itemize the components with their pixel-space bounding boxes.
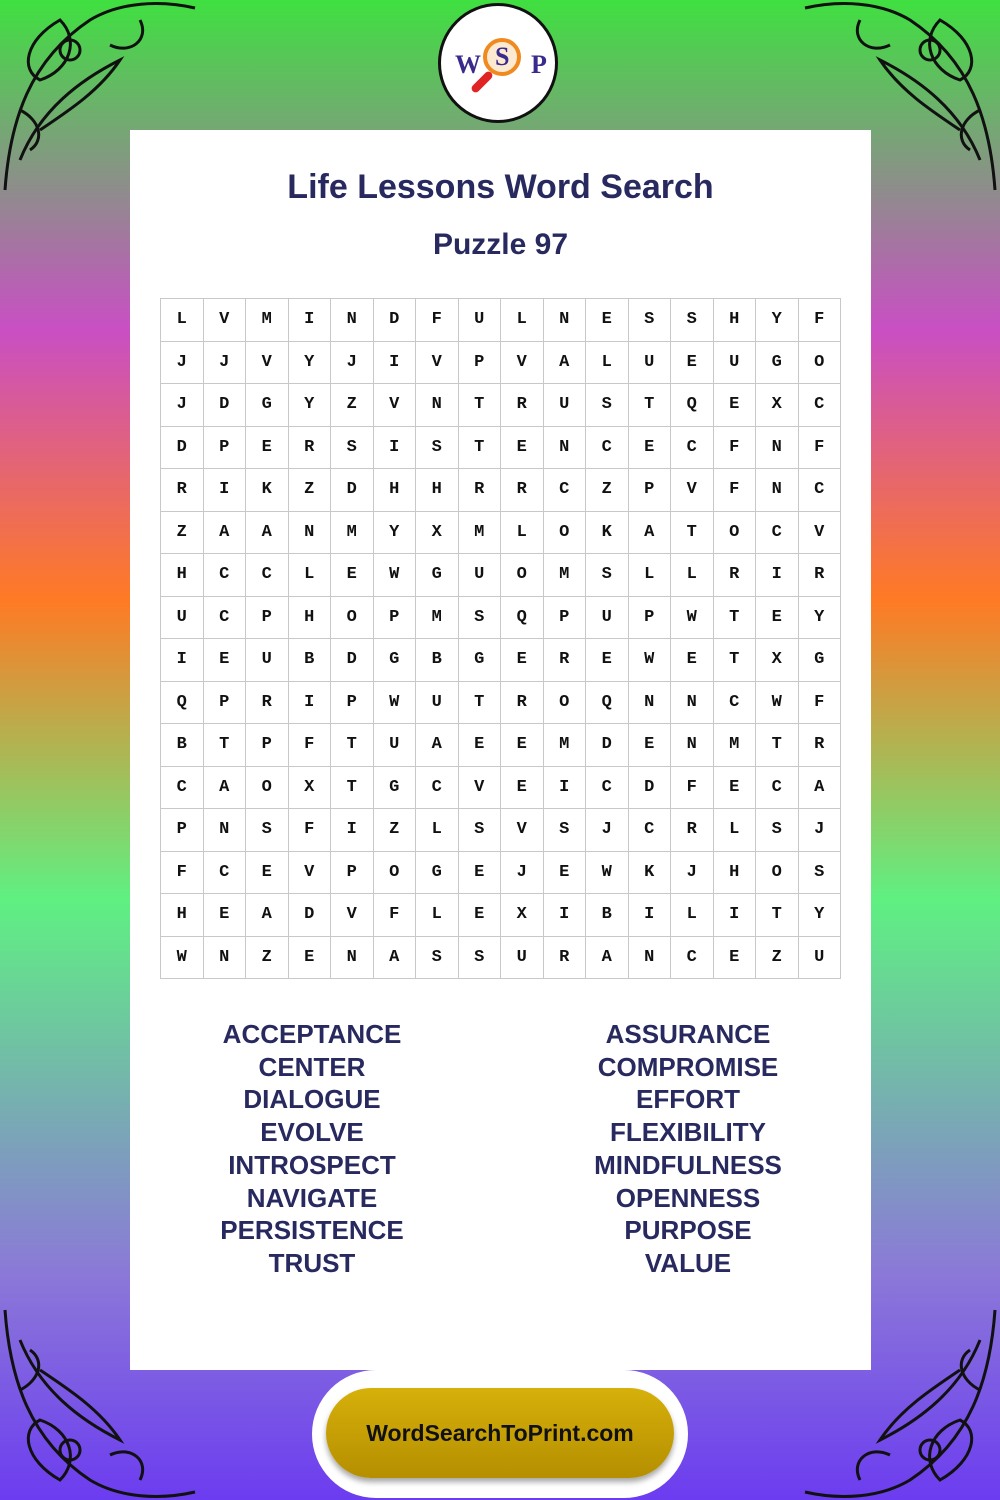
grid-cell[interactable]: O bbox=[501, 554, 544, 597]
grid-cell[interactable]: S bbox=[459, 809, 502, 852]
grid-cell[interactable]: S bbox=[586, 554, 629, 597]
grid-cell[interactable]: V bbox=[289, 852, 332, 895]
grid-cell[interactable]: C bbox=[161, 767, 204, 810]
grid-cell[interactable]: U bbox=[374, 724, 417, 767]
grid-cell[interactable]: W bbox=[756, 682, 799, 725]
grid-cell[interactable]: G bbox=[799, 639, 842, 682]
word-list-item: OPENNESS bbox=[615, 1182, 761, 1213]
grid-cell[interactable]: D bbox=[289, 894, 332, 937]
letter-grid bbox=[160, 298, 841, 979]
grid-cell[interactable]: S bbox=[416, 937, 459, 980]
word-list-item: INTROSPECT bbox=[228, 1149, 396, 1180]
grid-cell[interactable]: G bbox=[756, 342, 799, 385]
grid-cell[interactable]: N bbox=[544, 299, 587, 342]
grid-cell[interactable]: L bbox=[671, 894, 714, 937]
grid-cell[interactable]: R bbox=[246, 682, 289, 725]
grid-cell[interactable]: H bbox=[714, 852, 757, 895]
grid-cell[interactable]: V bbox=[331, 894, 374, 937]
grid-cell[interactable]: T bbox=[331, 724, 374, 767]
grid-cell[interactable]: E bbox=[204, 639, 247, 682]
grid-cell[interactable]: F bbox=[374, 894, 417, 937]
grid-cell[interactable]: B bbox=[416, 639, 459, 682]
grid-cell[interactable]: E bbox=[289, 937, 332, 980]
grid-cell[interactable]: Q bbox=[161, 682, 204, 725]
website-link-button[interactable]: WordSearchToPrint.com bbox=[326, 1388, 674, 1478]
grid-cell[interactable]: N bbox=[671, 682, 714, 725]
grid-cell[interactable]: I bbox=[544, 767, 587, 810]
grid-cell[interactable]: R bbox=[544, 639, 587, 682]
grid-cell[interactable]: P bbox=[204, 427, 247, 470]
grid-cell[interactable]: E bbox=[501, 724, 544, 767]
grid-cell[interactable]: K bbox=[629, 852, 672, 895]
grid-cell[interactable]: T bbox=[714, 639, 757, 682]
grid-cell[interactable]: L bbox=[289, 554, 332, 597]
grid-cell[interactable]: Y bbox=[374, 512, 417, 555]
grid-cell[interactable]: F bbox=[671, 767, 714, 810]
grid-cell[interactable]: J bbox=[161, 342, 204, 385]
logo-letter-p: P bbox=[531, 50, 547, 79]
grid-cell[interactable]: T bbox=[204, 724, 247, 767]
grid-cell[interactable]: F bbox=[289, 809, 332, 852]
grid-cell[interactable]: N bbox=[204, 937, 247, 980]
grid-cell[interactable]: C bbox=[586, 767, 629, 810]
grid-cell[interactable]: S bbox=[799, 852, 842, 895]
grid-cell[interactable]: T bbox=[671, 512, 714, 555]
grid-cell[interactable]: P bbox=[629, 597, 672, 640]
grid-cell[interactable]: T bbox=[629, 384, 672, 427]
grid-cell[interactable]: S bbox=[331, 427, 374, 470]
grid-cell[interactable]: B bbox=[586, 894, 629, 937]
grid-cell[interactable]: J bbox=[331, 342, 374, 385]
grid-cell[interactable]: G bbox=[459, 639, 502, 682]
grid-cell[interactable]: E bbox=[586, 299, 629, 342]
grid-cell[interactable]: O bbox=[544, 682, 587, 725]
grid-cell[interactable]: U bbox=[246, 639, 289, 682]
grid-cell[interactable]: S bbox=[756, 809, 799, 852]
grid-cell[interactable]: V bbox=[204, 299, 247, 342]
grid-cell[interactable]: E bbox=[246, 427, 289, 470]
grid-cell[interactable]: U bbox=[544, 384, 587, 427]
grid-cell[interactable]: Y bbox=[799, 894, 842, 937]
grid-cell[interactable]: D bbox=[629, 767, 672, 810]
grid-cell[interactable]: O bbox=[756, 852, 799, 895]
grid-cell[interactable]: K bbox=[246, 469, 289, 512]
grid-cell[interactable]: U bbox=[459, 299, 502, 342]
grid-cell[interactable]: W bbox=[629, 639, 672, 682]
grid-cell[interactable]: W bbox=[374, 554, 417, 597]
grid-cell[interactable]: I bbox=[331, 809, 374, 852]
grid-cell[interactable]: P bbox=[459, 342, 502, 385]
word-list-right bbox=[538, 1018, 838, 1280]
grid-cell[interactable]: U bbox=[161, 597, 204, 640]
grid-cell[interactable]: F bbox=[799, 299, 842, 342]
puzzle-sheet bbox=[130, 130, 871, 1370]
grid-cell[interactable]: S bbox=[416, 427, 459, 470]
grid-cell[interactable]: I bbox=[161, 639, 204, 682]
grid-cell[interactable]: H bbox=[161, 554, 204, 597]
grid-cell[interactable]: C bbox=[756, 767, 799, 810]
grid-cell[interactable]: F bbox=[714, 469, 757, 512]
grid-cell[interactable]: O bbox=[331, 597, 374, 640]
grid-cell[interactable]: O bbox=[714, 512, 757, 555]
grid-cell[interactable]: V bbox=[246, 342, 289, 385]
grid-cell[interactable]: A bbox=[586, 937, 629, 980]
grid-cell[interactable]: M bbox=[544, 724, 587, 767]
grid-cell[interactable]: J bbox=[501, 852, 544, 895]
grid-cell[interactable]: G bbox=[246, 384, 289, 427]
grid-cell[interactable]: Z bbox=[161, 512, 204, 555]
grid-cell[interactable]: V bbox=[671, 469, 714, 512]
grid-cell[interactable]: U bbox=[629, 342, 672, 385]
logo-letter-s: S bbox=[495, 42, 510, 71]
grid-cell[interactable]: E bbox=[714, 384, 757, 427]
grid-cell[interactable]: R bbox=[501, 384, 544, 427]
grid-cell[interactable]: P bbox=[204, 682, 247, 725]
grid-cell[interactable]: I bbox=[544, 894, 587, 937]
grid-cell[interactable]: E bbox=[629, 724, 672, 767]
grid-cell[interactable]: E bbox=[671, 342, 714, 385]
grid-cell[interactable]: I bbox=[756, 554, 799, 597]
grid-cell[interactable]: I bbox=[204, 469, 247, 512]
grid-cell[interactable]: N bbox=[331, 299, 374, 342]
grid-cell[interactable]: P bbox=[161, 809, 204, 852]
grid-cell[interactable]: B bbox=[289, 639, 332, 682]
grid-cell[interactable]: T bbox=[459, 384, 502, 427]
grid-cell[interactable]: F bbox=[799, 427, 842, 470]
grid-cell[interactable]: U bbox=[586, 597, 629, 640]
grid-cell[interactable]: Y bbox=[289, 384, 332, 427]
grid-cell[interactable]: F bbox=[799, 682, 842, 725]
grid-cell[interactable]: P bbox=[246, 724, 289, 767]
grid-cell[interactable]: C bbox=[799, 384, 842, 427]
grid-cell[interactable]: F bbox=[161, 852, 204, 895]
grid-cell[interactable]: J bbox=[586, 809, 629, 852]
grid-cell[interactable]: P bbox=[544, 597, 587, 640]
grid-cell[interactable]: X bbox=[756, 639, 799, 682]
puzzle-number: Puzzle 97 bbox=[432, 228, 569, 261]
grid-cell[interactable]: R bbox=[714, 554, 757, 597]
grid-cell[interactable]: A bbox=[629, 512, 672, 555]
grid-cell[interactable]: W bbox=[671, 597, 714, 640]
word-list-item: TRUST bbox=[268, 1247, 356, 1278]
grid-cell[interactable]: C bbox=[671, 937, 714, 980]
grid-cell[interactable]: Z bbox=[374, 809, 417, 852]
grid-cell[interactable]: C bbox=[204, 554, 247, 597]
grid-cell[interactable]: N bbox=[756, 469, 799, 512]
grid-cell[interactable]: R bbox=[289, 427, 332, 470]
grid-cell[interactable]: N bbox=[544, 427, 587, 470]
grid-cell[interactable]: M bbox=[416, 597, 459, 640]
grid-cell[interactable]: Z bbox=[246, 937, 289, 980]
grid-cell[interactable]: Y bbox=[289, 342, 332, 385]
grid-cell[interactable]: G bbox=[374, 639, 417, 682]
grid-cell[interactable]: Z bbox=[289, 469, 332, 512]
grid-cell[interactable]: H bbox=[161, 894, 204, 937]
grid-cell[interactable]: H bbox=[416, 469, 459, 512]
word-list-item: PERSISTENCE bbox=[220, 1215, 404, 1246]
grid-cell[interactable]: T bbox=[714, 597, 757, 640]
grid-cell[interactable]: S bbox=[629, 299, 672, 342]
grid-cell[interactable]: F bbox=[714, 427, 757, 470]
word-list-item: ACCEPTANCE bbox=[222, 1019, 402, 1049]
grid-cell[interactable]: U bbox=[459, 554, 502, 597]
grid-cell[interactable]: L bbox=[161, 299, 204, 342]
grid-cell[interactable]: D bbox=[204, 384, 247, 427]
grid-cell[interactable]: E bbox=[459, 724, 502, 767]
grid-cell[interactable]: M bbox=[246, 299, 289, 342]
grid-cell[interactable]: S bbox=[544, 809, 587, 852]
word-list-item: DIALOGUE bbox=[243, 1084, 381, 1115]
grid-cell[interactable]: P bbox=[331, 852, 374, 895]
grid-cell[interactable]: I bbox=[374, 427, 417, 470]
grid-cell[interactable]: E bbox=[586, 639, 629, 682]
word-list-item: NAVIGATE bbox=[246, 1182, 378, 1213]
grid-cell[interactable]: H bbox=[289, 597, 332, 640]
grid-cell[interactable]: Z bbox=[756, 937, 799, 980]
grid-cell[interactable]: E bbox=[671, 639, 714, 682]
grid-cell[interactable]: U bbox=[714, 342, 757, 385]
grid-cell[interactable]: C bbox=[756, 512, 799, 555]
grid-cell[interactable]: R bbox=[544, 937, 587, 980]
grid-cell[interactable]: B bbox=[161, 724, 204, 767]
grid-cell[interactable]: Z bbox=[586, 469, 629, 512]
grid-cell[interactable]: R bbox=[501, 682, 544, 725]
grid-cell[interactable]: V bbox=[416, 342, 459, 385]
grid-cell[interactable]: W bbox=[161, 937, 204, 980]
grid-cell[interactable]: C bbox=[629, 809, 672, 852]
grid-cell[interactable]: T bbox=[459, 682, 502, 725]
grid-cell[interactable]: A bbox=[246, 894, 289, 937]
grid-cell[interactable]: X bbox=[416, 512, 459, 555]
word-list-item: FLEXIBILITY bbox=[610, 1117, 766, 1148]
grid-cell[interactable]: D bbox=[331, 469, 374, 512]
word-list-item: ASSURANCE bbox=[605, 1019, 771, 1049]
grid-cell[interactable]: U bbox=[501, 937, 544, 980]
grid-cell[interactable]: G bbox=[416, 852, 459, 895]
grid-cell[interactable]: E bbox=[459, 894, 502, 937]
grid-cell[interactable]: E bbox=[501, 639, 544, 682]
grid-cell[interactable]: N bbox=[331, 937, 374, 980]
grid-cell[interactable]: P bbox=[331, 682, 374, 725]
grid-cell[interactable]: X bbox=[501, 894, 544, 937]
grid-cell[interactable]: I bbox=[289, 299, 332, 342]
grid-cell[interactable]: O bbox=[246, 767, 289, 810]
grid-cell[interactable]: F bbox=[289, 724, 332, 767]
grid-cell[interactable]: I bbox=[374, 342, 417, 385]
grid-cell[interactable]: E bbox=[331, 554, 374, 597]
grid-cell[interactable]: R bbox=[161, 469, 204, 512]
grid-cell[interactable]: L bbox=[501, 299, 544, 342]
grid-cell[interactable]: Y bbox=[756, 299, 799, 342]
word-list-left bbox=[162, 1018, 462, 1280]
grid-cell[interactable]: X bbox=[289, 767, 332, 810]
word-list-item: MINDFULNESS bbox=[594, 1149, 782, 1180]
grid-cell[interactable]: P bbox=[629, 469, 672, 512]
word-list-item: EVOLVE bbox=[260, 1117, 364, 1148]
grid-cell[interactable]: C bbox=[586, 427, 629, 470]
grid-cell[interactable]: M bbox=[331, 512, 374, 555]
grid-cell[interactable]: L bbox=[629, 554, 672, 597]
grid-cell[interactable]: N bbox=[289, 512, 332, 555]
grid-cell[interactable]: R bbox=[799, 724, 842, 767]
grid-cell[interactable]: R bbox=[459, 469, 502, 512]
grid-cell[interactable]: J bbox=[161, 384, 204, 427]
grid-cell[interactable]: A bbox=[374, 937, 417, 980]
grid-cell[interactable]: S bbox=[586, 384, 629, 427]
page-title: Life Lessons Word Search bbox=[287, 168, 714, 206]
grid-cell[interactable]: V bbox=[501, 809, 544, 852]
grid-cell[interactable]: E bbox=[501, 767, 544, 810]
grid-cell[interactable]: I bbox=[289, 682, 332, 725]
grid-cell[interactable]: E bbox=[501, 427, 544, 470]
grid-cell[interactable]: W bbox=[586, 852, 629, 895]
grid-cell[interactable]: T bbox=[756, 894, 799, 937]
grid-cell[interactable]: N bbox=[756, 427, 799, 470]
grid-cell[interactable]: Q bbox=[501, 597, 544, 640]
grid-cell[interactable]: N bbox=[416, 384, 459, 427]
grid-cell[interactable]: C bbox=[671, 427, 714, 470]
grid-cell[interactable]: E bbox=[629, 427, 672, 470]
word-list-item: EFFORT bbox=[636, 1084, 740, 1115]
grid-cell[interactable]: C bbox=[714, 682, 757, 725]
grid-cell[interactable]: C bbox=[246, 554, 289, 597]
grid-cell[interactable]: A bbox=[799, 767, 842, 810]
grid-cell[interactable]: C bbox=[204, 597, 247, 640]
grid-cell[interactable]: E bbox=[246, 852, 289, 895]
grid-cell[interactable]: O bbox=[374, 852, 417, 895]
grid-cell[interactable]: T bbox=[459, 427, 502, 470]
grid-cell[interactable]: E bbox=[756, 597, 799, 640]
grid-cell[interactable]: C bbox=[799, 469, 842, 512]
grid-cell[interactable]: S bbox=[671, 299, 714, 342]
grid-cell[interactable]: A bbox=[204, 512, 247, 555]
logo-letter-w: W bbox=[455, 50, 481, 79]
grid-cell[interactable]: N bbox=[629, 682, 672, 725]
word-list-item: VALUE bbox=[644, 1247, 732, 1278]
grid-cell[interactable]: S bbox=[246, 809, 289, 852]
grid-cell[interactable]: A bbox=[544, 342, 587, 385]
grid-cell[interactable]: V bbox=[799, 512, 842, 555]
word-list-item: CENTER bbox=[258, 1051, 366, 1082]
grid-cell[interactable]: S bbox=[459, 937, 502, 980]
grid-cell[interactable]: I bbox=[629, 894, 672, 937]
grid-cell[interactable]: D bbox=[374, 299, 417, 342]
grid-cell[interactable]: E bbox=[544, 852, 587, 895]
grid-cell[interactable]: W bbox=[374, 682, 417, 725]
grid-cell[interactable]: O bbox=[544, 512, 587, 555]
grid-cell[interactable]: Q bbox=[671, 384, 714, 427]
grid-cell[interactable]: N bbox=[629, 937, 672, 980]
grid-cell[interactable]: K bbox=[586, 512, 629, 555]
grid-cell[interactable]: H bbox=[714, 299, 757, 342]
grid-cell[interactable]: E bbox=[204, 894, 247, 937]
grid-cell[interactable]: F bbox=[416, 299, 459, 342]
grid-cell[interactable]: S bbox=[459, 597, 502, 640]
word-list-item: COMPROMISE bbox=[597, 1051, 779, 1082]
grid-cell[interactable]: C bbox=[204, 852, 247, 895]
grid-cell[interactable]: R bbox=[799, 554, 842, 597]
grid-cell[interactable]: A bbox=[416, 724, 459, 767]
grid-cell[interactable]: I bbox=[714, 894, 757, 937]
grid-cell[interactable]: T bbox=[331, 767, 374, 810]
grid-cell[interactable]: L bbox=[586, 342, 629, 385]
grid-cell[interactable]: L bbox=[714, 809, 757, 852]
grid-cell[interactable]: O bbox=[799, 342, 842, 385]
grid-cell[interactable]: U bbox=[799, 937, 842, 980]
grid-cell[interactable]: P bbox=[374, 597, 417, 640]
grid-cell[interactable]: L bbox=[671, 554, 714, 597]
grid-cell[interactable]: D bbox=[331, 639, 374, 682]
site-logo[interactable] bbox=[438, 3, 558, 123]
grid-cell[interactable]: N bbox=[671, 724, 714, 767]
grid-cell[interactable]: D bbox=[586, 724, 629, 767]
grid-cell[interactable]: V bbox=[501, 342, 544, 385]
grid-cell[interactable]: E bbox=[459, 852, 502, 895]
grid-cell[interactable]: J bbox=[799, 809, 842, 852]
grid-cell[interactable]: V bbox=[374, 384, 417, 427]
grid-cell[interactable]: L bbox=[416, 809, 459, 852]
grid-cell[interactable]: N bbox=[204, 809, 247, 852]
grid-cell[interactable]: C bbox=[416, 767, 459, 810]
grid-cell[interactable]: Q bbox=[586, 682, 629, 725]
grid-cell[interactable]: P bbox=[246, 597, 289, 640]
grid-cell[interactable]: U bbox=[416, 682, 459, 725]
grid-cell[interactable]: M bbox=[714, 724, 757, 767]
grid-cell[interactable]: M bbox=[459, 512, 502, 555]
grid-cell[interactable]: L bbox=[501, 512, 544, 555]
grid-cell[interactable]: D bbox=[161, 427, 204, 470]
grid-cell[interactable]: Y bbox=[799, 597, 842, 640]
grid-cell[interactable]: R bbox=[671, 809, 714, 852]
grid-cell[interactable]: R bbox=[501, 469, 544, 512]
grid-cell[interactable]: A bbox=[246, 512, 289, 555]
grid-cell[interactable]: G bbox=[416, 554, 459, 597]
grid-cell[interactable]: Z bbox=[331, 384, 374, 427]
grid-cell[interactable]: G bbox=[374, 767, 417, 810]
grid-cell[interactable]: M bbox=[544, 554, 587, 597]
grid-cell[interactable]: V bbox=[459, 767, 502, 810]
grid-cell[interactable]: E bbox=[714, 937, 757, 980]
grid-cell[interactable]: H bbox=[374, 469, 417, 512]
grid-cell[interactable]: E bbox=[714, 767, 757, 810]
grid-cell[interactable]: A bbox=[204, 767, 247, 810]
grid-cell[interactable]: X bbox=[756, 384, 799, 427]
grid-cell[interactable]: J bbox=[204, 342, 247, 385]
grid-cell[interactable]: T bbox=[756, 724, 799, 767]
grid-cell[interactable]: L bbox=[416, 894, 459, 937]
word-list-item: PURPOSE bbox=[624, 1215, 752, 1246]
grid-cell[interactable]: J bbox=[671, 852, 714, 895]
grid-cell[interactable]: C bbox=[544, 469, 587, 512]
